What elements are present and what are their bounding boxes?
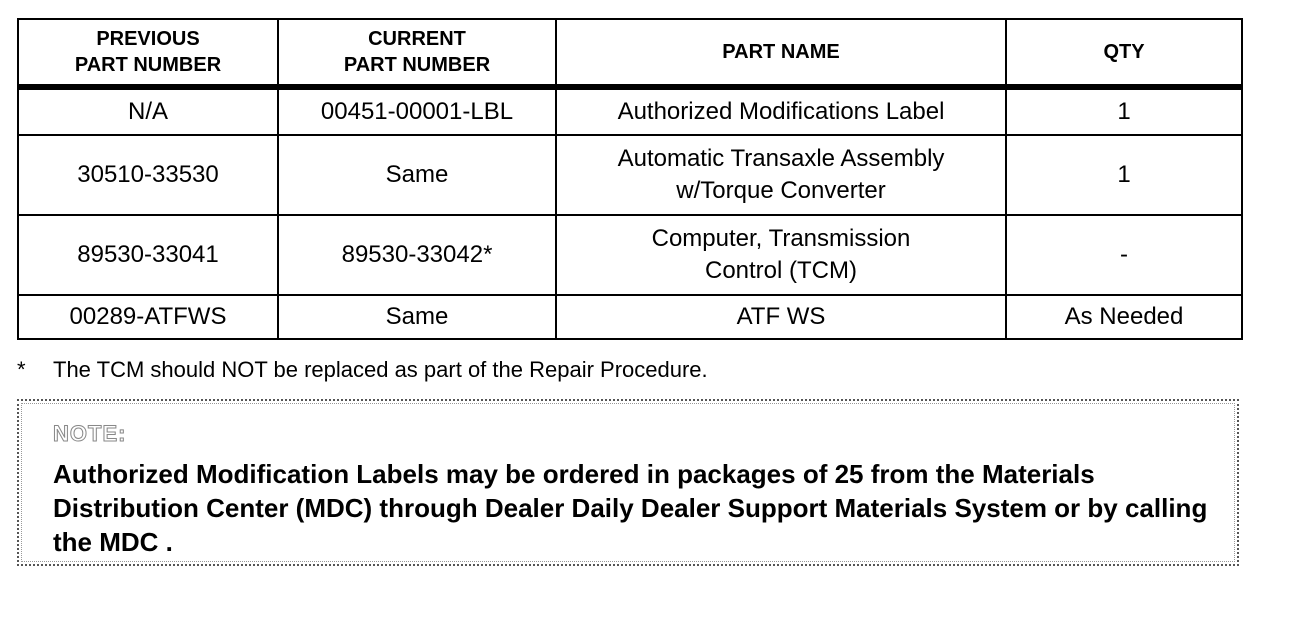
cell-current-part-number: Same <box>278 135 556 215</box>
part-name-line2: Control (TCM) <box>704 257 857 284</box>
cell-current-part-number: 00451-00001-LBL <box>278 87 556 135</box>
header-current-line1: CURRENT <box>368 28 466 50</box>
cell-part-name <box>556 295 1006 339</box>
cell-part-name <box>556 135 1006 215</box>
header-previous-line2: PART NUMBER <box>74 54 222 76</box>
footnote <box>17 356 708 384</box>
cell-part-name <box>556 87 1006 135</box>
cell-qty: - <box>1006 215 1242 295</box>
table-row <box>18 135 1242 215</box>
cell-current-part-number: 89530-33042* <box>278 215 556 295</box>
header-current-line2: PART NUMBER <box>343 54 491 76</box>
parts-table <box>17 18 1243 340</box>
cell-qty: 1 <box>1006 87 1242 135</box>
cell-part-name <box>556 215 1006 295</box>
cell-qty: 1 <box>1006 135 1242 215</box>
header-previous-part-number <box>18 19 278 87</box>
cell-previous-part-number: 30510-33530 <box>18 135 278 215</box>
part-name-line2: w/Torque Converter <box>676 177 886 204</box>
table-header-row <box>18 19 1242 87</box>
part-name-line1: Automatic Transaxle Assembly <box>617 145 945 172</box>
table-row <box>18 295 1242 339</box>
part-name-line1: Computer, Transmission <box>651 225 911 252</box>
footnote-text: The TCM should NOT be replaced as part of the Repair Procedure. <box>53 357 708 382</box>
header-previous-line1: PREVIOUS <box>96 28 200 50</box>
note-text: Authorized Modification Labels may be ordered in packages of 25 from the Materials Distribution Center (MDC) through Dealer Daily Dealer Support Materials System or by calling the MDC . <box>53 459 1208 557</box>
footnote-asterisk: * <box>17 357 26 382</box>
cell-current-part-number: Same <box>278 295 556 339</box>
cell-previous-part-number: 00289-ATFWS <box>18 295 278 339</box>
table-row <box>18 215 1242 295</box>
cell-previous-part-number: 89530-33041 <box>18 215 278 295</box>
part-name-line1: Authorized Modifications Label <box>617 98 945 125</box>
cell-qty: As Needed <box>1006 295 1242 339</box>
note-label: NOTE: <box>53 421 127 446</box>
header-qty: QTY <box>1006 19 1242 87</box>
note-box <box>17 399 1239 566</box>
table-row <box>18 87 1242 135</box>
header-part-name: PART NAME <box>556 19 1006 87</box>
cell-previous-part-number: N/A <box>18 87 278 135</box>
header-current-part-number <box>278 19 556 87</box>
part-name-line1: ATF WS <box>736 303 826 330</box>
